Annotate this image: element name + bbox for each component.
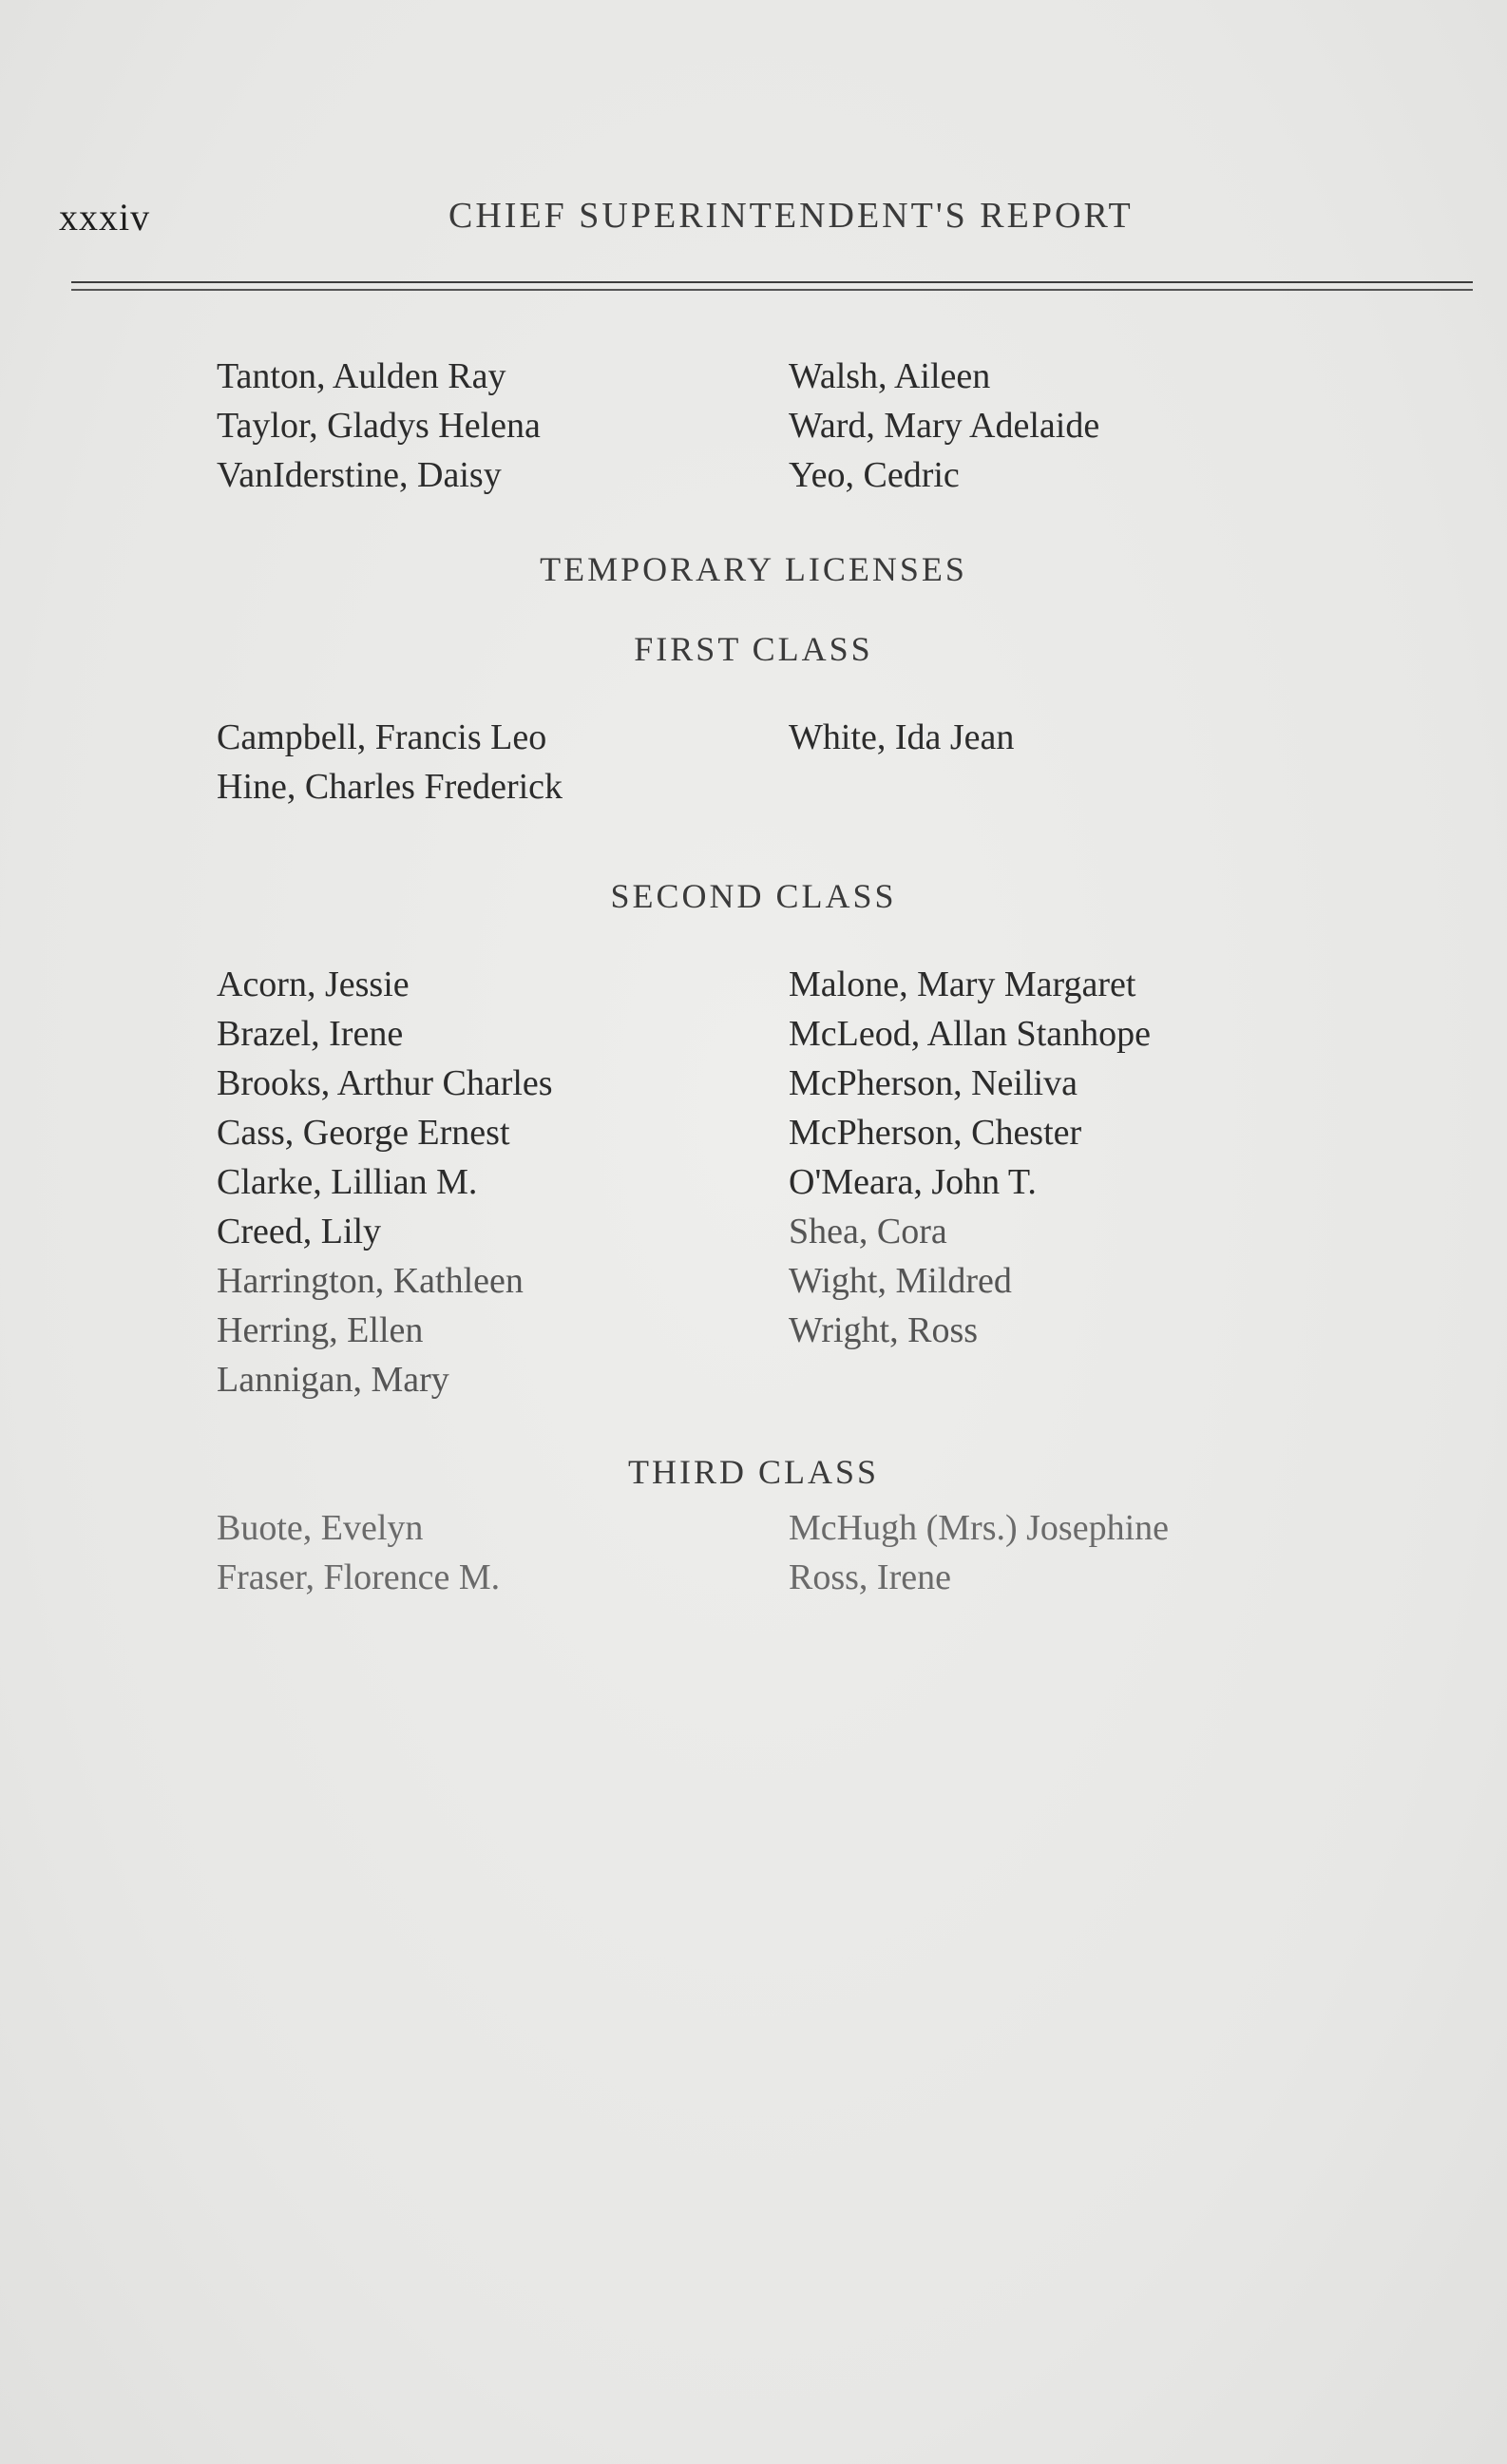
list-item: Campbell, Francis Leo xyxy=(217,717,547,757)
list-item: Herring, Ellen xyxy=(217,1310,424,1350)
list-item: Malone, Mary Margaret xyxy=(789,965,1136,1004)
header-rule-secondary xyxy=(71,289,1473,291)
list-item: Shea, Cora xyxy=(789,1212,947,1251)
list-item: Hine, Charles Frederick xyxy=(217,767,563,807)
list-item: Clarke, Lillian M. xyxy=(217,1162,478,1202)
list-item: McPherson, Neiliva xyxy=(789,1063,1078,1103)
list-item: Wright, Ross xyxy=(789,1310,979,1350)
list-item: Yeo, Cedric xyxy=(789,455,960,495)
section-heading-temporary-licenses: TEMPORARY LICENSES xyxy=(540,550,967,588)
list-item: Cass, George Ernest xyxy=(217,1113,510,1153)
page-header xyxy=(59,195,1237,252)
first-class-left-column xyxy=(217,713,563,812)
third-class-left-column xyxy=(217,1503,500,1602)
list-item: Creed, Lily xyxy=(217,1212,382,1251)
list-item: Fraser, Florence M. xyxy=(217,1557,501,1597)
list-item: VanIderstine, Daisy xyxy=(217,455,502,495)
subsection-heading-first-class: FIRST CLASS xyxy=(634,630,873,668)
second-class-right-column xyxy=(789,960,1151,1355)
header-rule xyxy=(71,281,1473,283)
list-item: McHugh (Mrs.) Josephine xyxy=(789,1508,1170,1548)
third-class-right-column xyxy=(789,1503,1169,1602)
list-item: Ross, Irene xyxy=(789,1557,951,1597)
list-item: Brooks, Arthur Charles xyxy=(217,1063,553,1103)
list-item: Tanton, Aulden Ray xyxy=(217,356,506,396)
subsection-heading-third-class: THIRD CLASS xyxy=(627,1453,880,1491)
list-item: McPherson, Chester xyxy=(789,1113,1082,1153)
list-item: Acorn, Jessie xyxy=(217,965,410,1004)
first-class-right-column xyxy=(789,713,1014,762)
list-item: Taylor, Gladys Helena xyxy=(217,406,541,446)
continued-right-column xyxy=(789,352,1099,500)
list-item: Walsh, Aileen xyxy=(789,356,991,396)
page-number: xxxiv xyxy=(59,196,151,239)
subsection-heading-second-class: SECOND CLASS xyxy=(610,877,897,915)
continued-left-column xyxy=(217,352,541,500)
list-item: Wight, Mildred xyxy=(789,1261,1012,1301)
list-item: White, Ida Jean xyxy=(789,717,1015,757)
second-class-left-column xyxy=(217,960,553,1404)
running-title: CHIEF SUPERINTENDENT'S REPORT xyxy=(448,196,1134,236)
list-item: Harrington, Kathleen xyxy=(217,1261,524,1301)
list-item: Buote, Evelyn xyxy=(217,1508,424,1548)
list-item: Ward, Mary Adelaide xyxy=(789,406,1100,446)
list-item: McLeod, Allan Stanhope xyxy=(789,1014,1151,1054)
list-item: O'Meara, John T. xyxy=(789,1162,1037,1202)
list-item: Lannigan, Mary xyxy=(217,1360,449,1400)
list-item: Brazel, Irene xyxy=(217,1014,404,1054)
